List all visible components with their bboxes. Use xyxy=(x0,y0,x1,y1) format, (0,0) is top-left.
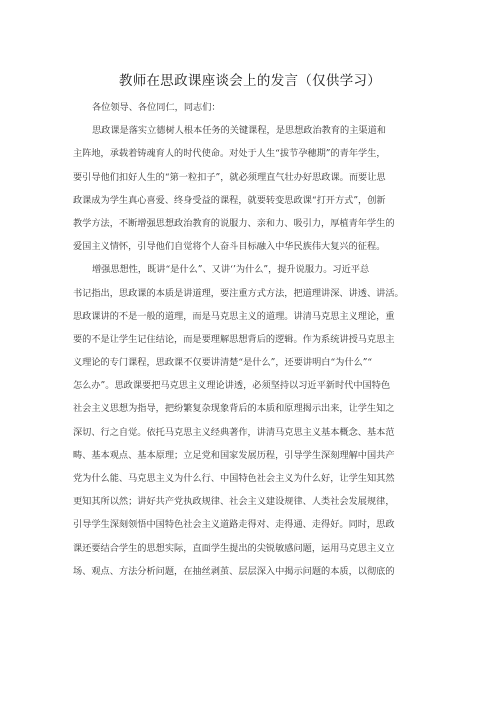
paragraph-1-line: 思政课是落实立德树人根本任务的关键课程，是思想政治教育的主渠道和 xyxy=(92,125,386,137)
paragraph-2-line: 思政课讲的不是一般的道理，而是马克思主义的道理。讲清马克思主义理论，重 xyxy=(73,310,395,322)
paragraph-2-line: 要的不是让学生记住结论，而是要理解思想背后的逻辑。作为系统讲授马克思主 xyxy=(73,333,395,345)
paragraph-1-line: 政课成为学生真心喜爱、终身受益的课程，就要转变思政课“打开方式”，创新 xyxy=(73,194,386,206)
paragraph-1-line: 主阵地，承载着铸魂育人的时代使命。对处于人生“拔节孕穗期”的青年学生， xyxy=(73,148,386,160)
paragraph-2-line: 怎么办”。思政课要把马克思主义理论讲透，必须坚持以习近平新时代中国特色 xyxy=(73,380,391,392)
paragraph-2-line: 党为什么能、马克思主义为什么行、中国特色社会主义为什么好，让学生知其然 xyxy=(73,473,395,484)
paragraph-2-line: 场、观点、方法分析问题，在抽丝剥茧、层层深入中揭示问题的本质，以彻底的 xyxy=(73,565,395,577)
paragraph-1-line: 教学方法，不断增强思想政治教育的说服力、亲和力、吸引力，厚植青年学生的 xyxy=(73,217,395,229)
paragraph-2-line: 课还要结合学生的思想实际，直面学生提出的尖锐敏感问题，运用马克思主义立 xyxy=(73,542,395,554)
paragraph-2-line: 增强思想性，既讲“是什么”、又讲‘’为什么”，提升说服力。习近平总 xyxy=(92,264,370,276)
document-body xyxy=(73,96,433,583)
paragraph-2-line: 更知其所以然；讲好共产党执政规律、社会主义建设规律、人类社会发展规律， xyxy=(73,496,395,508)
paragraph-2-line: 社会主义思想为指导，把纷繁复杂现象背后的本质和原理揭示出来，让学生知之 xyxy=(73,403,395,415)
paragraph-2-line: 畴、基本观点、基本原理；立足党和国家发展历程，引导学生深刻理解中国共产 xyxy=(73,449,395,461)
salutation-line: 各位领导、各位同仁，同志们： xyxy=(92,102,221,113)
document-title: 教师在思政课座谈会上的发言（仅供学习） xyxy=(118,73,382,89)
paragraph-1-line: 要引导他们扣好人生的“第一粒扣子”，就必须理直气壮办好思政课。而要让思 xyxy=(73,171,386,183)
paragraph-1-line: 爱国主义情怀，引导他们自觉将个人奋斗目标融入中华民族伟大复兴的征程。 xyxy=(73,241,386,253)
paragraph-2-line: 义理论的专门课程，思政课不仅要讲清楚“是什么”，还要讲明白“为什么”“ xyxy=(73,357,373,369)
paragraph-2-line: 深切、行之自觉。依托马克思主义经典著作，讲清马克思主义基本概念、基本范 xyxy=(73,426,395,438)
paragraph-2-line: 书记指出，思政课的本质是讲道理，要注重方式方法，把道理讲深、讲透、讲活。 xyxy=(73,287,404,299)
paragraph-2-line: 引导学生深刻领悟中国特色社会主义道路走得对、走得通、走得好。同时，思政 xyxy=(73,519,395,531)
